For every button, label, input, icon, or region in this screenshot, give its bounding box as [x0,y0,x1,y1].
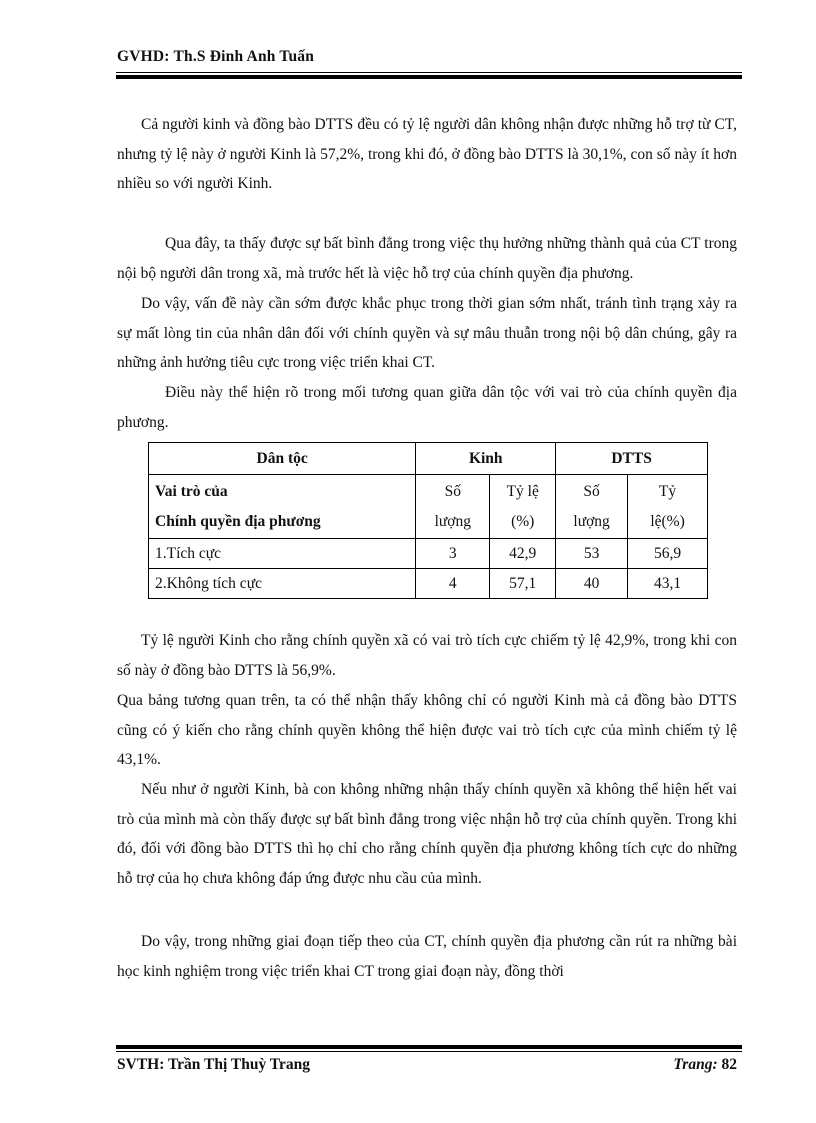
table-corner-mid: Vai trò của [155,482,228,500]
header-rule-thick [116,75,742,79]
paragraph-8: Do vậy, trong những giai đoạn tiếp theo của CT, chính quyền địa phương cần rút ra những bài học kinh nghiệm trong việc triển khai CT trong giai đoạn này, đồng thời [117,933,737,980]
table-corner-bottom: Chính quyền địa phương [155,512,321,530]
paragraph-7: Nếu như ở người Kinh, bà con không những nhận thấy chính quyền xã không thể hiện hết vai trò của mình mà còn thấy được sự bất bình đẳng trong việc nhận hỗ trợ của chính quyền. Trong khi đó, đối với đồng bào DTTS thì họ chỉ cho rằng chính quyền địa phương không tích cực do những hỗ trợ của họ chưa không đáp ứng được nhu cầu của mình. [117,781,737,887]
table-corner-label [149,475,416,539]
kinh-count-cell: 4 [416,569,490,599]
footer-page [673,1056,737,1074]
row-label: 1.Tích cực [149,539,416,569]
footer-rule-thick [116,1045,742,1049]
paragraph-6: Qua bảng tương quan trên, ta có thể nhận thấy không chỉ có người Kinh mà cả đồng bào DTTS cũng có ý kiến cho rằng chính quyền không thể hiện được vai trò tích cực của mình chiếm tỷ lệ 43,1%. [117,692,737,768]
paragraph-4: Điều này thể hiện rõ trong mối tương quan giữa dân tộc với vai trò của chính quyền địa phương. [117,384,737,431]
paragraph-3: Do vậy, vấn đề này cần sớm được khắc phục trong thời gian sớm nhất, tránh tình trạng xảy ra sự mất lòng tin của nhân dân đối với chính quyền và sự mâu thuẫn trong nội bộ dân chúng, gây ra những ảnh hưởng tiêu cực trong việc triển khai CT. [117,295,737,371]
row-label: 2.Không tích cực [149,569,416,599]
paragraph-2: Qua đây, ta thấy được sự bất bình đẳng trong việc thụ hưởng những thành quả của CT trong nội bộ người dân trong xã, mà trước hết là việc hỗ trợ của chính quyền địa phương. [117,235,737,282]
header-text: lệ(%) [650,512,685,530]
dtts-rate-cell: 43,1 [628,569,708,599]
dtts-count-cell: 53 [556,539,628,569]
header-text: Số [583,482,600,500]
table-header-kinh-rate [490,475,556,539]
page-label: Trang: [673,1056,718,1073]
header-text: lượng [434,512,471,530]
header-text: Số [444,482,461,500]
table-header-dtts-count [556,475,628,539]
paragraph-5: Tỷ lệ người Kinh cho rằng chính quyền xã có vai trò tích cực chiếm tỷ lệ 42,9%, trong khi con số này ở đồng bào DTTS là 56,9%. [117,632,737,679]
table-header-dtts-rate [628,475,708,539]
header-text: Tỷ lệ [506,482,539,500]
table-corner-top: Dân tộc [149,443,416,475]
table-group-kinh: Kinh [416,443,556,475]
table-header-kinh-count [416,475,490,539]
dtts-rate-cell: 56,9 [628,539,708,569]
paragraph-1: Cả người kinh và đồng bào DTTS đều có tỷ lệ người dân không nhận được những hỗ trợ từ CT, nhưng tỷ lệ này ở người Kinh là 57,2%, trong khi đó, ở đồng bào DTTS là 30,1%, con số này ít hơn nhiều so với người Kinh. [117,116,737,192]
table-row [149,569,708,599]
footer-author: SVTH: Trần Thị Thuỳ Trang [117,1056,310,1073]
kinh-rate-cell: 42,9 [490,539,556,569]
header-text: (%) [511,512,535,530]
footer-rule-thin [116,1051,742,1052]
page-header: GVHD: Th.S Đinh Anh Tuấn [117,48,315,65]
page-footer [117,1056,737,1074]
kinh-count-cell: 3 [416,539,490,569]
kinh-rate-cell: 57,1 [490,569,556,599]
table-group-dtts: DTTS [556,443,708,475]
dtts-count-cell: 40 [556,569,628,599]
correlation-table [148,442,708,599]
header-text: lượng [573,512,610,530]
table-row [149,539,708,569]
page-number: 82 [721,1056,737,1073]
header-text: Tỷ [658,482,677,500]
header-rule-thin [116,72,742,73]
